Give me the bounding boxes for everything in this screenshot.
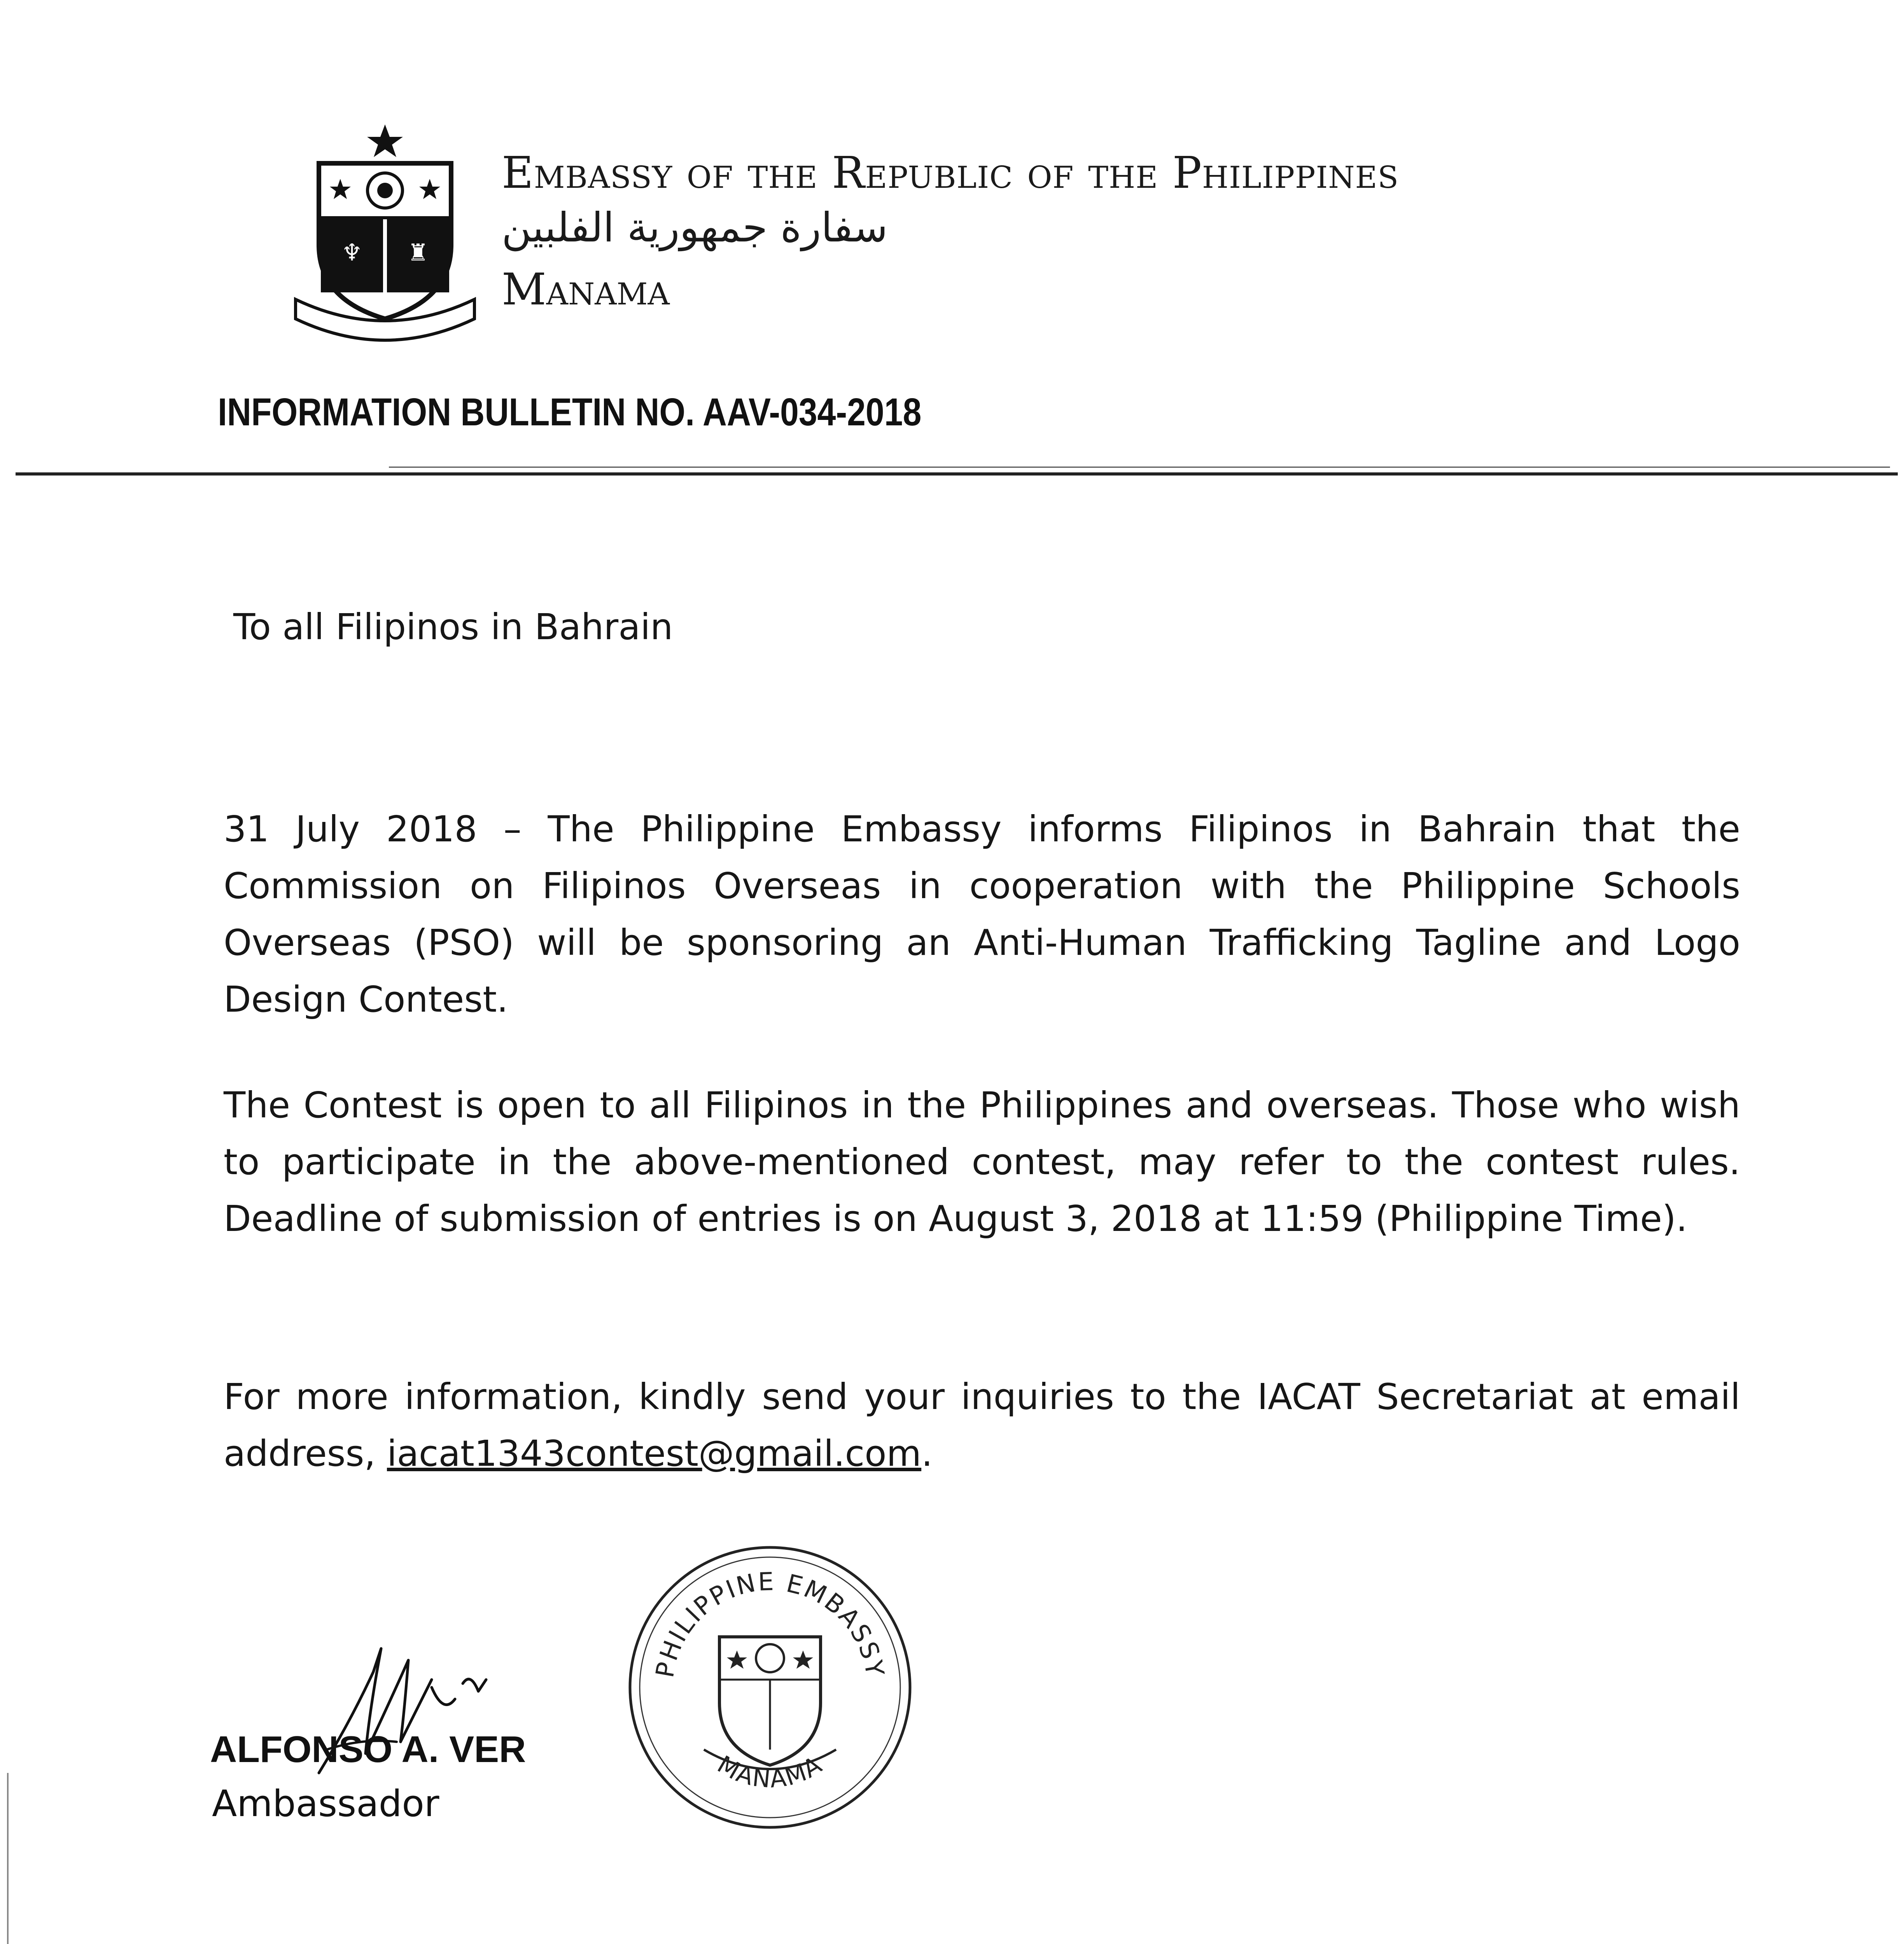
signatory-name: ALFONSO A. VER: [210, 1729, 526, 1770]
svg-text:MANAMA: [712, 1750, 827, 1794]
embassy-stamp: [622, 1540, 918, 1835]
paragraph-inquiries: [224, 1369, 1740, 1482]
scan-edge-artifact: [7, 1773, 9, 1944]
header-divider-thin: [389, 467, 1890, 468]
signatory-title: Ambassador: [212, 1783, 439, 1825]
inquiries-text: For more information, kindly send your inquiries to the IACAT Secretariat at email address,: [224, 1376, 1740, 1474]
stamp-top-text: PHILIPPINE EMBASSY: [650, 1567, 890, 1680]
embassy-city: Manama: [502, 264, 670, 315]
stamp-bottom-text: MANAMA: [712, 1750, 828, 1794]
embassy-name-arabic: سفارة جمهورية الفلبين: [502, 204, 888, 251]
inquiries-text-end: .: [921, 1433, 933, 1474]
bulletin-number: INFORMATION BULLETIN NO. AAV-034-2018: [218, 390, 922, 434]
embassy-name: Embassy of the Republic of the Philippines: [502, 148, 1399, 198]
coat-of-arms-seal: [284, 117, 486, 342]
paragraph-contest-details: The Contest is open to all Filipinos in the Philippines and overseas. Those who wish to participate in the above-mentioned contest, may refer to the contest rules. Deadline of submission of entries is on August 3, 2018 at 11:59 (Philippine Time).: [224, 1084, 1740, 1239]
paragraph-announcement: 31 July 2018 – The Philippine Embassy informs Filipinos in Bahrain that the Commission on Filipinos Overseas in cooperation with the Philippine Schools Overseas (PSO) will be sponsoring an Anti-Human Trafficking Tagline and Logo Design Contest.: [224, 808, 1740, 1020]
svg-text:♜: ♜: [408, 239, 429, 266]
svg-text:♆: ♆: [341, 239, 362, 266]
header-divider: [16, 472, 1898, 476]
salutation: To all Filipinos in Bahrain: [233, 606, 673, 648]
svg-text:PHILIPPINE EMBASSY: [651, 1567, 889, 1680]
email-link[interactable]: iacat1343contest@gmail.com: [387, 1433, 922, 1474]
